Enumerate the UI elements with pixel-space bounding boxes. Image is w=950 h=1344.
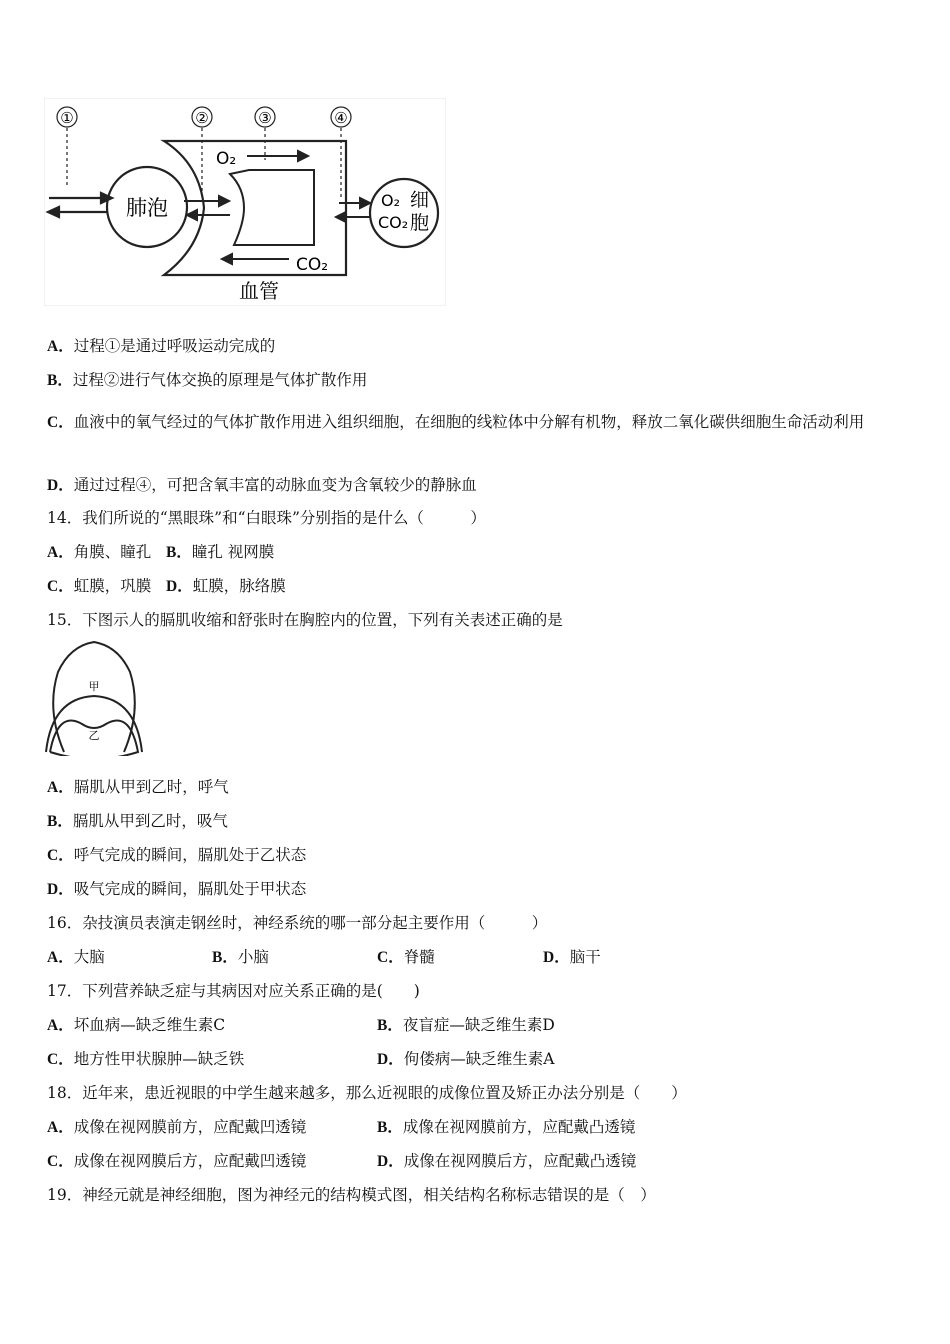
num-4: ④	[334, 109, 348, 127]
q13-option-c: C．血液中的氧气经过的气体扩散作用进入组织细胞，在细胞的线粒体中分解有机物，释放二氧化碳供细胞生命活动利用	[47, 413, 865, 431]
num-2: ②	[195, 109, 209, 127]
q15-stem: 15．下图示人的膈肌收缩和舒张时在胸腔内的位置，下列有关表述正确的是	[47, 611, 563, 629]
q18-option-b: B．成像在视网膜前方，应配戴凸透镜	[377, 1118, 636, 1136]
q17-option-c: C．地方性甲状腺肿—缺乏铁	[47, 1050, 245, 1068]
q16-option-c: C．脊髓	[377, 948, 435, 966]
label-yi: 乙	[88, 729, 100, 742]
co2-label-bottom: CO₂	[296, 255, 329, 275]
q16-option-b: B．小脑	[212, 948, 269, 966]
cell-o2-label: O₂	[381, 191, 401, 210]
q16-option-a: A．大脑	[47, 948, 105, 966]
label-jia: 甲	[88, 680, 100, 693]
q19-stem: 19．神经元就是神经细胞，图为神经元的结构模式图，相关结构名称标志错误的是（ ）	[47, 1186, 656, 1204]
q18-option-a: A．成像在视网膜前方，应配戴凹透镜	[47, 1118, 307, 1136]
q13-option-a: A．过程①是通过呼吸运动完成的	[47, 337, 276, 355]
q15-option-a: A．膈肌从甲到乙时，呼气	[47, 778, 229, 796]
q17-option-b: B．夜盲症—缺乏维生素D	[377, 1016, 555, 1034]
q18-options-row2	[47, 1151, 907, 1172]
q14-options-row2: C．虹膜，巩膜 D．虹膜，脉络膜	[47, 577, 286, 595]
q13-option-d: D．通过过程④，可把含氧丰富的动脉血变为含氧较少的静脉血	[47, 476, 477, 494]
q14-stem: 14．我们所说的“黑眼珠”和“白眼珠”分别指的是什么（ ）	[47, 509, 486, 527]
num-3: ③	[258, 109, 272, 127]
q17-options-row1	[47, 1015, 907, 1036]
q18-option-d: D．成像在视网膜后方，应配戴凸透镜	[377, 1152, 637, 1170]
q15-option-d: D．吸气完成的瞬间，膈肌处于甲状态	[47, 880, 307, 898]
o2-label-top: O₂	[216, 149, 237, 169]
diaphragm-diagram	[44, 640, 144, 756]
q16-options	[47, 947, 907, 968]
cell-label-1: 细	[410, 189, 430, 211]
q16-stem: 16．杂技演员表演走钢丝时，神经系统的哪一部分起主要作用（ ）	[47, 914, 548, 932]
q17-stem: 17．下列营养缺乏症与其病因对应关系正确的是( )	[47, 982, 420, 1000]
vessel-label: 血管	[239, 279, 279, 303]
cell-co2-label: CO₂	[378, 213, 409, 232]
gas-exchange-diagram	[44, 98, 446, 306]
num-1: ①	[60, 109, 74, 127]
cell-label-2: 胞	[410, 212, 430, 234]
q17-option-a: A．坏血病—缺乏维生素C	[47, 1016, 226, 1034]
q15-option-b: B．膈肌从甲到乙时，吸气	[47, 812, 228, 830]
q18-option-c: C．成像在视网膜后方，应配戴凹透镜	[47, 1152, 307, 1170]
q18-stem: 18．近年来，患近视眼的中学生越来越多，那么近视眼的成像位置及矫正办法分别是（ ）	[47, 1084, 687, 1102]
q18-options-row1	[47, 1117, 907, 1138]
q14-options-row1: A．角膜、瞳孔 B．瞳孔 视网膜	[47, 543, 275, 561]
alveolus-label: 肺泡	[126, 196, 168, 220]
q17-option-d: D．佝偻病—缺乏维生素A	[377, 1050, 555, 1068]
q15-option-c: C．呼气完成的瞬间，膈肌处于乙状态	[47, 846, 307, 864]
q17-options-row2	[47, 1049, 907, 1070]
q13-option-b: B．过程②进行气体交换的原理是气体扩散作用	[47, 371, 368, 389]
q16-option-d: D．脑干	[543, 948, 601, 966]
